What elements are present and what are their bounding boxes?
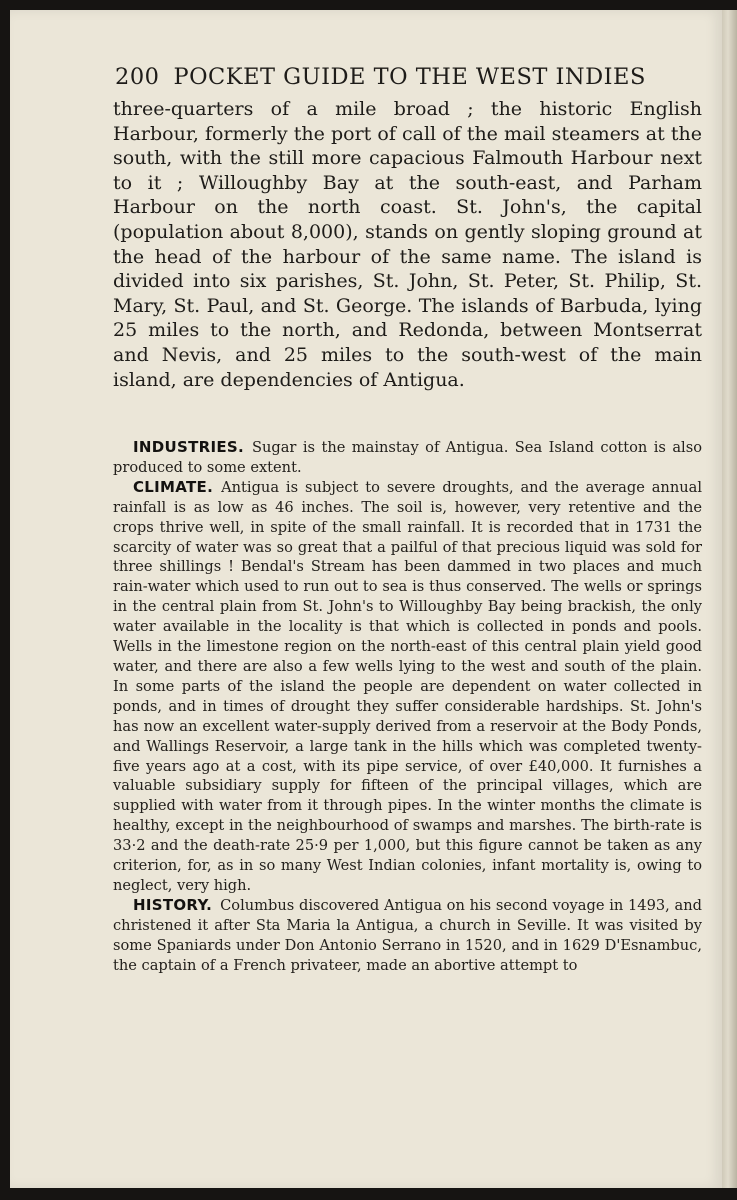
section-heading: HISTORY. bbox=[133, 895, 213, 914]
section-industries bbox=[113, 438, 702, 478]
section-heading: INDUSTRIES. bbox=[133, 438, 244, 456]
page-number: 200 bbox=[115, 64, 160, 90]
sections bbox=[113, 438, 702, 975]
section-history bbox=[113, 896, 702, 976]
intro-paragraph: three-quarters of a mile broad ; the historic English Harbour, formerly the port of call of the mail steamers at the south, with the still more capacious Falmouth Harbour next to it ; Willoughby Bay at the south-east, and Parham Harbour on the north coast. St. John's, the capital (population about 8,000), stands on gently sloping ground at the head of the harbour of the same name. The island is divided into six parishes, St. John, St. Peter, St. Philip, St. Mary, St. Paul, and St. George. The islands of Barbuda, lying 25 miles to the north, and Redonda, between Montserrat and Nevis, and 25 miles to the south-west of the main island, are dependencies of Antigua. bbox=[113, 98, 702, 391]
book-title: POCKET GUIDE TO THE WEST INDIES bbox=[173, 64, 646, 90]
page-edge bbox=[722, 10, 737, 1188]
section-text: Sugar is the mainstay of Antigua. Sea Island cotton is also produced to some extent. bbox=[113, 439, 702, 476]
section-text: Antigua is subject to severe droughts, and the average annual rainfall is as low as 46 inches. The soil is, however, very retentive and the crops thrive well, in spite of the small rainfall. It is recorded that in 1731 the scarcity of water was so great that a pailful of that precious liquid was sold for three shillings ! Bendal's Stream has been dammed in two places and much rain-water which used to run out to sea is thus conserved. The wells or springs in the central plain from St. John's to Willoughby Bay being brackish, the only water available in the locality is that which is collected in ponds and pools. Wells in the limestone region on the north-east of this central plain yield good water, and there are also a few wells lying to the west and south of the plain. In some parts of the island the people are dependent on water collected in ponds, and in times of drought they suffer considerable hardships. St. John's has now an excellent water-supply derived from a reservoir at the Body Ponds, and Wallings Reservoir, a large tank in the hills which was completed twenty-five years ago at a cost, with its pipe service, of over £40,000. It furnishes a valuable subsidiary supply for fifteen of the principal villages, which are supplied with water from it through pipes. In the winter months the climate is healthy, except in the neighbourhood of swamps and marshes. The birth-rate is 33·2 and the death-rate 25·9 per 1,000, but this figure cannot be taken as any criterion, for, as in so many West Indian colonies, infant mortality is, owing to neglect, very high. bbox=[113, 478, 702, 894]
section-heading: CLIMATE. bbox=[133, 477, 214, 496]
running-header bbox=[115, 64, 646, 90]
section-climate bbox=[113, 478, 702, 896]
section-text: Columbus discovered Antigua on his second voyage in 1493, and christened it after Sta Maria la Antigua, a church in Seville. It was visited by some Spaniards under Don Antonio Serrano in 1520, and in 1629 D'Esnambuc, the captain of a French privateer, made an abortive attempt to bbox=[113, 896, 702, 974]
